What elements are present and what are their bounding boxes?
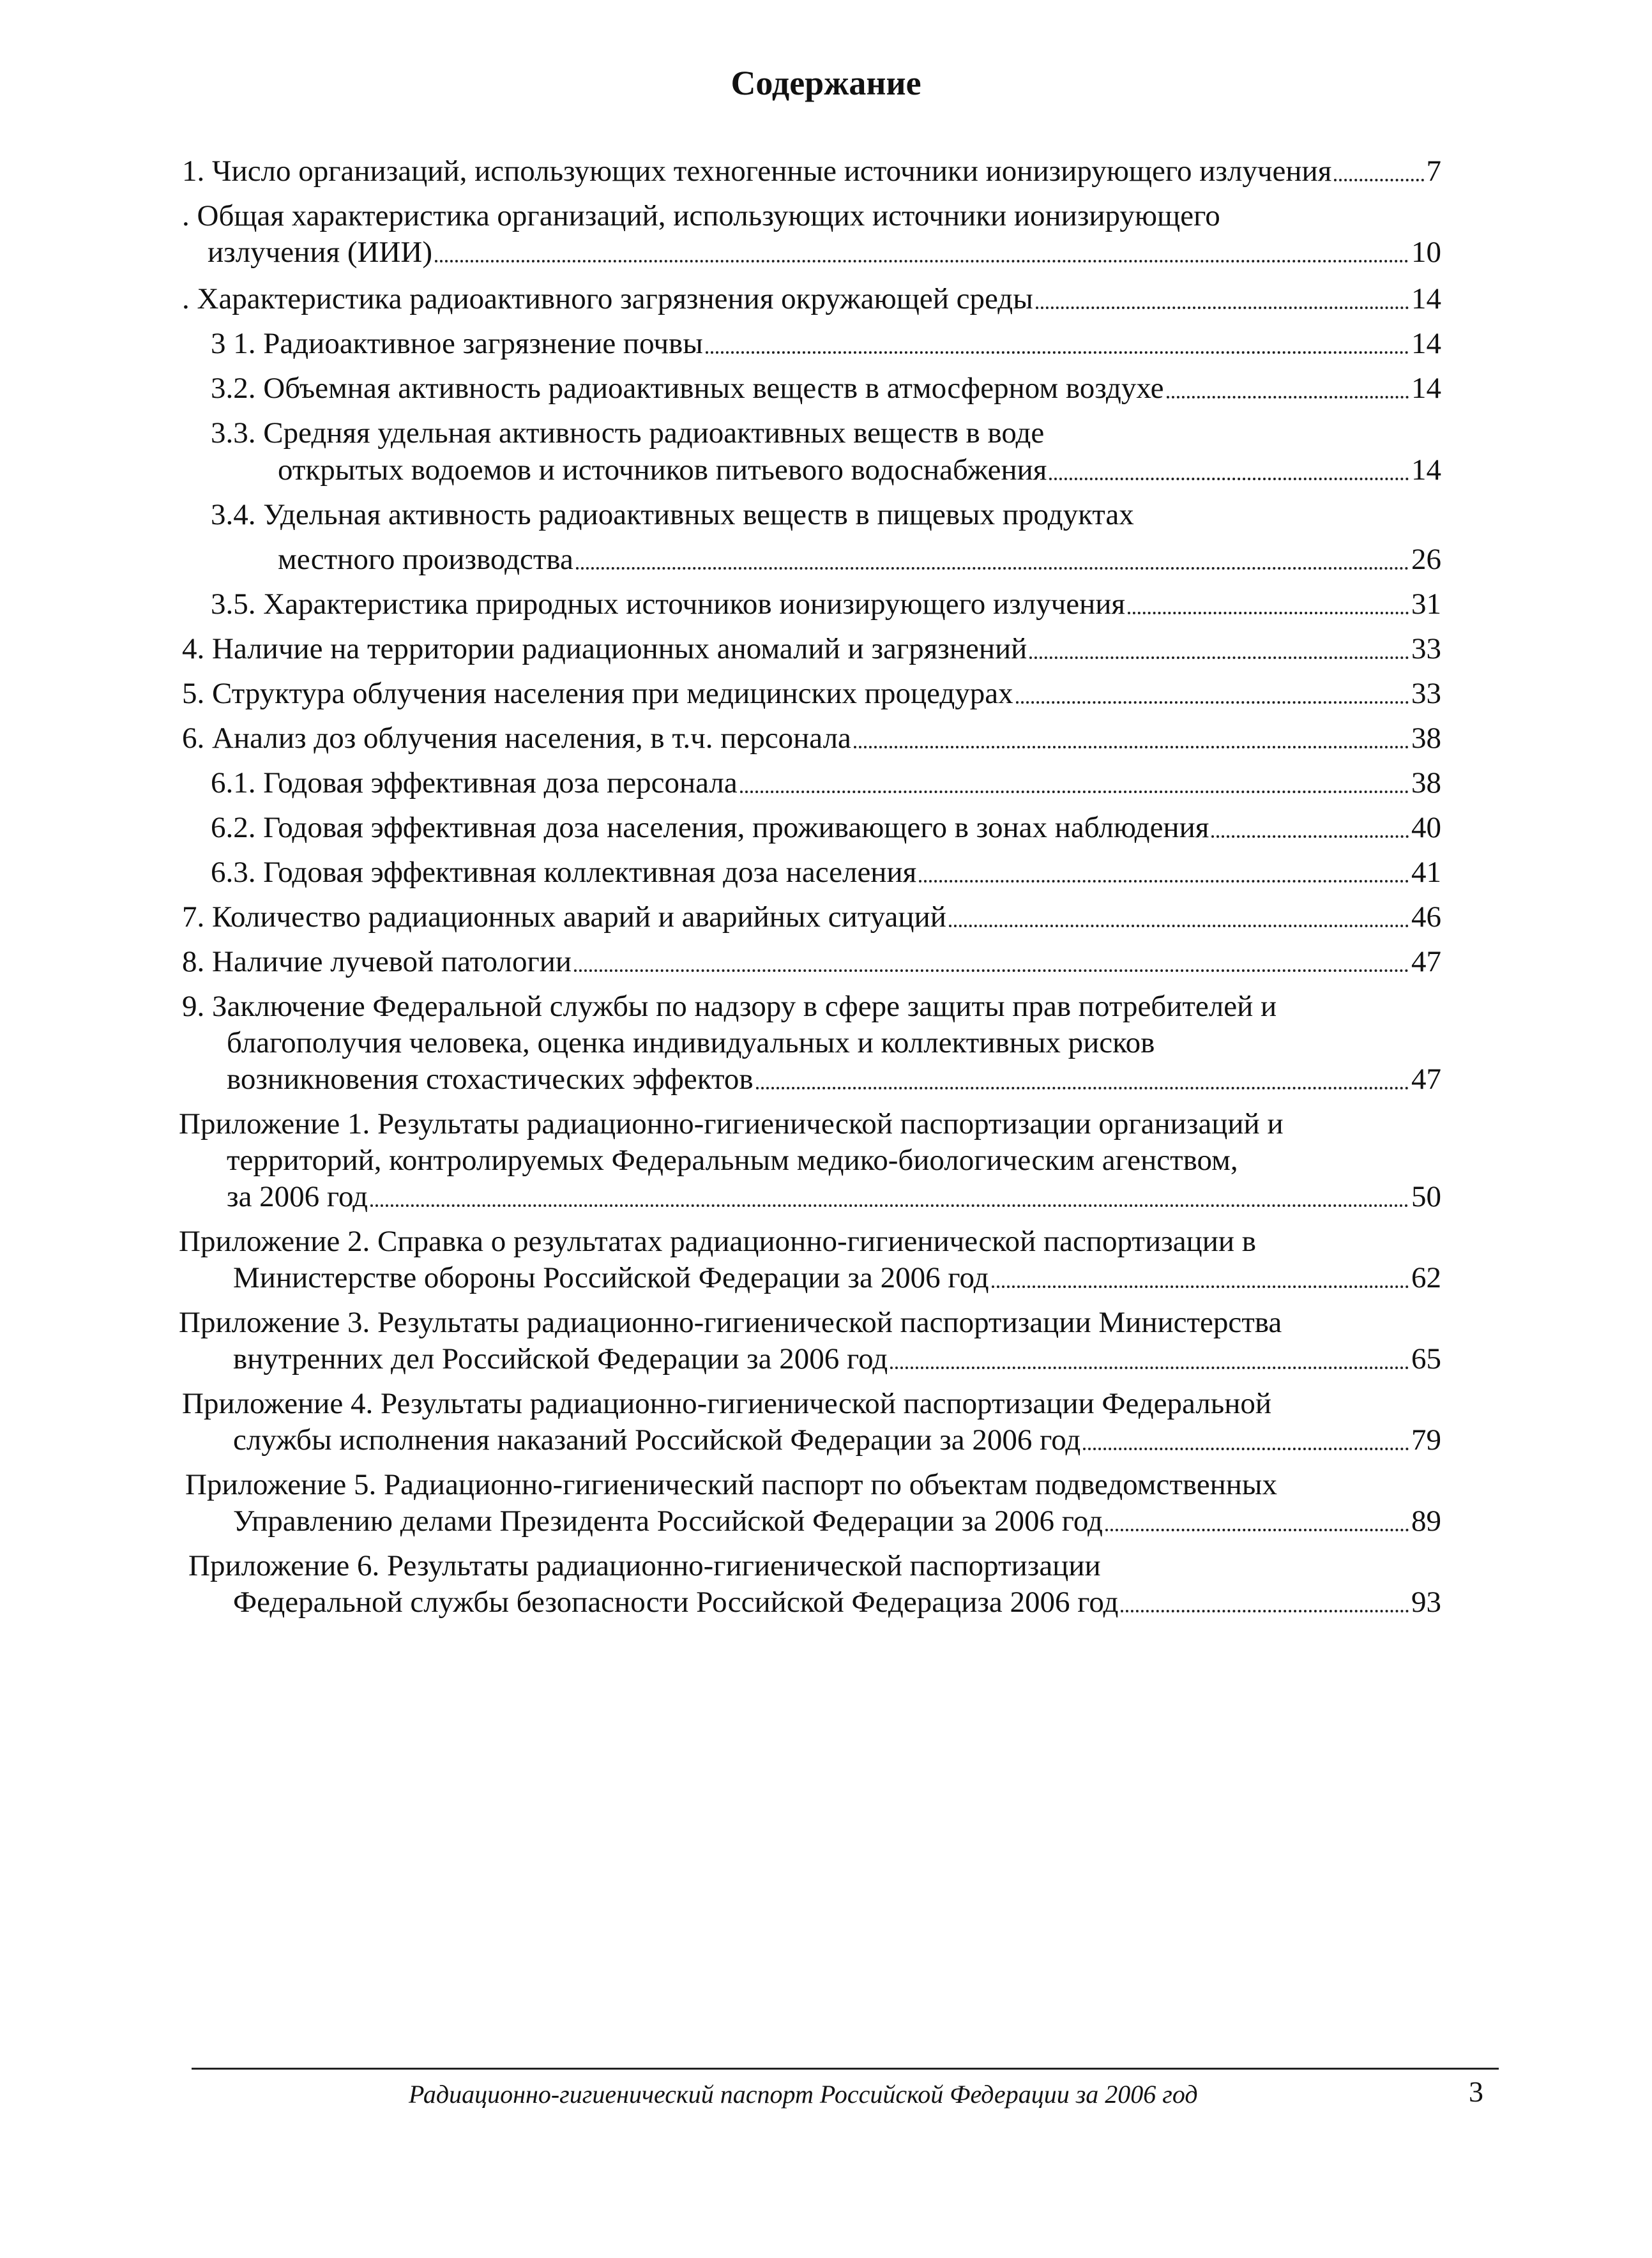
- toc-entry-page: 46: [1411, 900, 1441, 934]
- toc-entry-3-1[interactable]: [211, 324, 1441, 363]
- toc-entry-title: 4. Наличие на территории радиационных аномалий и загрязнений: [182, 632, 1027, 665]
- toc-entry-page: 7: [1426, 155, 1441, 188]
- toc-entry-title: 3 1. Радиоактивное загрязнение почвы: [211, 327, 703, 360]
- toc-entry-page: 89: [1411, 1504, 1441, 1538]
- toc-entry-3[interactable]: [182, 280, 1441, 318]
- dot-leader: [1016, 701, 1409, 704]
- toc-entry-9-line-1[interactable]: 9. Заключение Федеральной службы по надзору в сфере защиты прав потребителей и: [182, 990, 1277, 1023]
- dot-leader: [949, 925, 1409, 927]
- toc-entry-page: 31: [1411, 587, 1441, 621]
- dot-leader: [1334, 179, 1423, 181]
- dot-leader: [890, 1367, 1409, 1369]
- toc-entry-4[interactable]: [182, 630, 1441, 668]
- toc-entry-page: 47: [1411, 945, 1441, 978]
- toc-entry-title: внутренних дел Российской Федерации за 2006 год: [233, 1342, 888, 1375]
- dot-leader: [706, 351, 1409, 354]
- toc-entry-title: 6. Анализ доз облучения населения, в т.ч. персонала: [182, 722, 851, 755]
- toc-entry-page: 14: [1411, 327, 1441, 360]
- toc-entry-title: 8. Наличие лучевой патологии: [182, 945, 572, 978]
- toc-entry-6-2[interactable]: [211, 808, 1441, 847]
- toc-entry-5[interactable]: [182, 674, 1441, 713]
- toc-entry-8[interactable]: [182, 943, 1441, 981]
- toc-entry-page: 41: [1411, 856, 1441, 889]
- toc-entry-page: 14: [1411, 282, 1441, 315]
- toc-entry-page: 14: [1411, 372, 1441, 405]
- dot-leader: [1105, 1529, 1409, 1531]
- toc-entry-title: Федеральной службы безопасности Российской Федерациза 2006 год: [233, 1586, 1119, 1619]
- dot-leader: [576, 567, 1409, 570]
- toc-entry-2-line-1[interactable]: . Общая характеристика организаций, использующих источники ионизирующего: [182, 199, 1220, 232]
- toc-entry-page: 14: [1411, 453, 1441, 487]
- toc-entry-page: 38: [1411, 766, 1441, 799]
- dot-leader: [740, 791, 1409, 793]
- toc-appendix-1-line-1[interactable]: Приложение 1. Результаты радиационно-гигиенической паспортизации организаций и: [179, 1107, 1284, 1140]
- toc-entry-title: 6.2. Годовая эффективная доза населения, проживающего в зонах наблюдения: [211, 811, 1209, 844]
- toc-appendix-6[interactable]: [233, 1583, 1441, 1621]
- toc-entry-title: открытых водоемов и источников питьевого водоснабжения: [278, 453, 1047, 487]
- page-title: Содержание: [731, 64, 921, 102]
- toc-entry-page: 33: [1411, 632, 1441, 665]
- page-number: 3: [1469, 2075, 1483, 2108]
- toc-entry-title: Управлению делами Президента Российской Федерации за 2006 год: [233, 1504, 1103, 1538]
- toc-appendix-5[interactable]: [233, 1502, 1441, 1540]
- toc-entry-6-1[interactable]: [211, 764, 1441, 802]
- toc-entry-title: 1. Число организаций, использующих техногенные источники ионизирующего излучения: [182, 155, 1332, 188]
- toc-entry-3-4-line-1[interactable]: 3.4. Удельная активность радиоактивных веществ в пищевых продуктах: [211, 498, 1134, 531]
- toc-appendix-1-line-2[interactable]: территорий, контролируемых Федеральным медико-биологическим агенством,: [227, 1144, 1238, 1177]
- toc-entry-page: 40: [1411, 811, 1441, 844]
- toc-entry-3-3-line-1[interactable]: 3.3. Средняя удельная активность радиоактивных веществ в воде: [211, 416, 1045, 450]
- toc-appendix-1[interactable]: [227, 1178, 1441, 1216]
- toc-appendix-2[interactable]: [233, 1259, 1441, 1297]
- dot-leader: [756, 1087, 1409, 1089]
- toc-entry-7[interactable]: [182, 898, 1441, 936]
- toc-entry-3-3[interactable]: [278, 451, 1441, 489]
- toc-entry-title: 7. Количество радиационных аварий и аварийных ситуаций: [182, 900, 946, 934]
- dot-leader: [1036, 307, 1409, 309]
- dot-leader: [1049, 478, 1409, 480]
- dot-leader: [919, 880, 1409, 883]
- toc-entry-6-3[interactable]: [211, 853, 1441, 891]
- dot-leader: [1211, 835, 1409, 838]
- toc-entry-6[interactable]: [182, 719, 1441, 757]
- toc-appendix-3[interactable]: [233, 1340, 1441, 1378]
- toc-entry-page: 38: [1411, 722, 1441, 755]
- toc-entry-title: излучения (ИИИ): [208, 236, 432, 269]
- toc-entry-3-5[interactable]: [211, 585, 1441, 623]
- toc-entry-page: 93: [1411, 1586, 1441, 1619]
- toc-entry-page: 50: [1411, 1180, 1441, 1213]
- toc-appendix-4[interactable]: [233, 1421, 1441, 1459]
- dot-leader: [435, 260, 1409, 262]
- toc-entry-title: 3.5. Характеристика природных источников ионизирующего излучения: [211, 587, 1126, 621]
- toc-appendix-5-line-1[interactable]: Приложение 5. Радиационно-гигиенический паспорт по объектам подведомственных: [185, 1468, 1278, 1501]
- dot-leader: [1128, 612, 1409, 614]
- toc-entry-3-4[interactable]: [278, 540, 1441, 579]
- toc-entry-title: 6.3. Годовая эффективная коллективная доза населения: [211, 856, 917, 889]
- toc-entry-page: 79: [1411, 1423, 1441, 1457]
- toc-entry-3-2[interactable]: [211, 369, 1441, 407]
- toc-entry-title: 5. Структура облучения населения при медицинских процедурах: [182, 677, 1013, 710]
- dot-leader: [1029, 656, 1409, 659]
- toc-entry-9-line-2[interactable]: благополучия человека, оценка индивидуальных и коллективных рисков: [227, 1026, 1155, 1059]
- toc-entry-page: 47: [1411, 1063, 1441, 1096]
- toc-entry-title: Министерстве обороны Российской Федерации за 2006 год: [233, 1261, 989, 1294]
- toc-entry-page: 65: [1411, 1342, 1441, 1375]
- toc-entry-1[interactable]: [182, 152, 1441, 190]
- dot-leader: [1083, 1448, 1409, 1450]
- toc-entry-9[interactable]: [227, 1060, 1441, 1098]
- toc-entry-title: службы исполнения наказаний Российской Федерации за 2006 год: [233, 1423, 1081, 1457]
- toc-appendix-6-line-1[interactable]: Приложение 6. Результаты радиационно-гигиенической паспортизации: [188, 1549, 1101, 1582]
- dot-leader: [854, 746, 1409, 748]
- toc-entry-page: 62: [1411, 1261, 1441, 1294]
- toc-entry-page: 33: [1411, 677, 1441, 710]
- toc-entry-2[interactable]: [208, 233, 1441, 271]
- toc-entry-title: 6.1. Годовая эффективная доза персонала: [211, 766, 738, 799]
- toc-entry-title: местного производства: [278, 543, 573, 576]
- dot-leader: [1121, 1610, 1409, 1612]
- toc-appendix-4-line-1[interactable]: Приложение 4. Результаты радиационно-гигиенической паспортизации Федеральной: [182, 1387, 1271, 1420]
- toc-entry-title: за 2006 год: [227, 1180, 368, 1213]
- running-footer: Радиационно-гигиенический паспорт Российской Федерации за 2006 год: [409, 2080, 1198, 2109]
- dot-leader: [370, 1204, 1409, 1207]
- toc-entry-page: 10: [1411, 236, 1441, 269]
- toc-entry-title: . Характеристика радиоактивного загрязнения окружающей среды: [182, 282, 1033, 315]
- toc-appendix-3-line-1[interactable]: Приложение 3. Результаты радиационно-гигиенической паспортизации Министерства: [179, 1306, 1282, 1339]
- toc-entry-title: 3.2. Объемная активность радиоактивных веществ в атмосферном воздухе: [211, 372, 1164, 405]
- toc-entry-page: 26: [1411, 543, 1441, 576]
- dot-leader: [1167, 396, 1409, 398]
- dot-leader: [992, 1285, 1409, 1288]
- footer-divider: [192, 2068, 1499, 2070]
- toc-appendix-2-line-1[interactable]: Приложение 2. Справка о результатах радиационно-гигиенической паспортизации в: [179, 1225, 1256, 1258]
- toc-entry-title: возникновения стохастических эффектов: [227, 1063, 754, 1096]
- dot-leader: [574, 969, 1409, 972]
